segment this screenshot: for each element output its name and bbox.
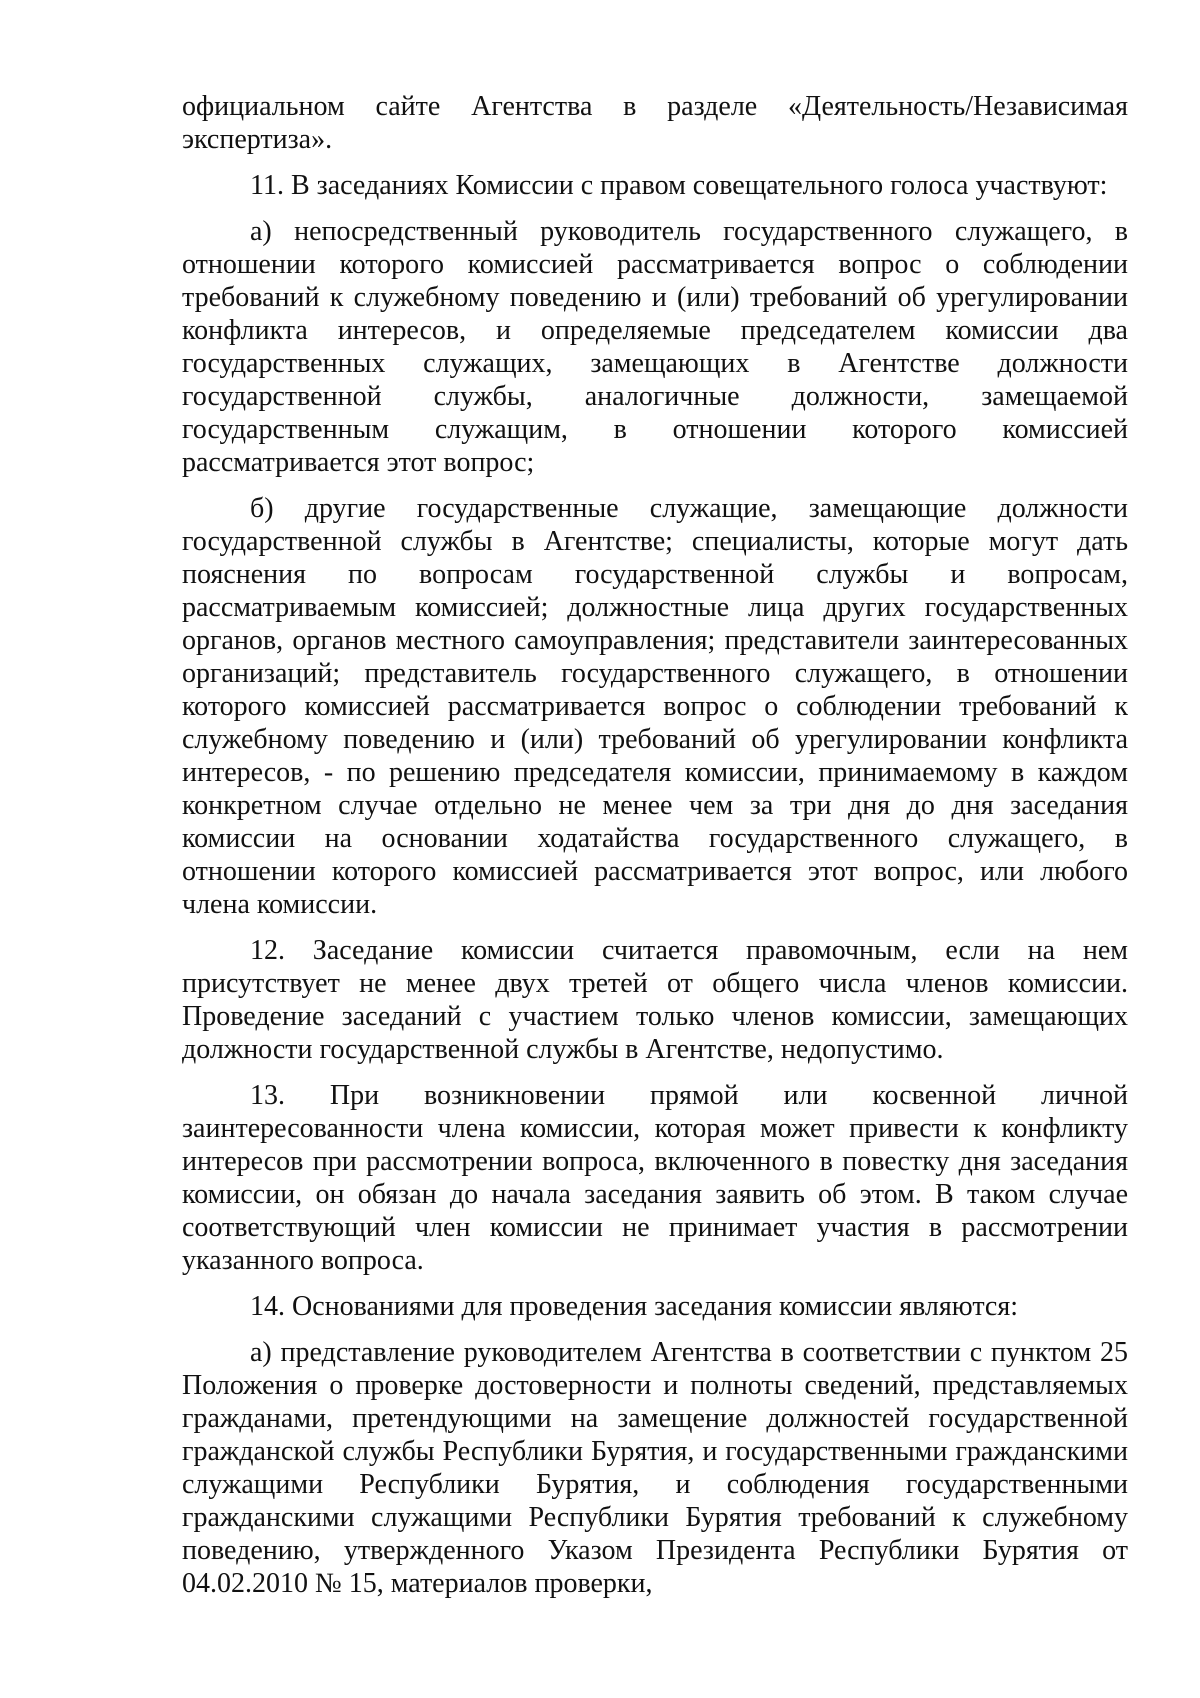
document-body bbox=[182, 90, 1128, 1613]
paragraph-continuation: официальном сайте Агентства в разделе «Деятельность/Независимая экспертиза». bbox=[182, 91, 1128, 155]
paragraph-item-11: 11. В заседаниях Комиссии с правом совещательного голоса участвуют: bbox=[250, 170, 1108, 201]
paragraph-item-14a: а) представление руководителем Агентства в соответствии с пунктом 25 Положения о проверке достоверности и полноты сведений, представляемых гражданами, претендующими на замещение должностей государственной гражданской службы Республики Бурятия, и государственными гражданскими служащими Республики Бурятия, и соблюдения государственными гражданскими служащими Республики Бурятия требований к служебному поведению, утвержденного Указом Президента Республики Бурятия от 04.02.2010 № 15, материалов проверки, bbox=[182, 1337, 1128, 1599]
paragraph-item-11b: б) другие государственные служащие, замещающие должности государственной службы в Агентстве; специалисты, которые могут дать пояснения по вопросам государственной службы и вопросам, рассматриваемым комиссией; должностные лица других государственных органов, органов местного самоуправления; представители заинтересованных организаций; представитель государственного служащего, в отношении которого комиссией рассматривается вопрос о соблюдении требований к служебному поведению и (или) требований об урегулировании конфликта интересов, - по решению председателя комиссии, принимаемому в каждом конкретном случае отдельно не менее чем за три дня до дня заседания комиссии на основании ходатайства государственного служащего, в отношении которого комиссией рассматривается этот вопрос, или любого члена комиссии. bbox=[182, 493, 1128, 920]
paragraph-item-11a: а) непосредственный руководитель государственного служащего, в отношении которого комиссией рассматривается вопрос о соблюдении требований к служебному поведению и (или) требований об урегулировании конфликта интересов, и определяемые председателем комиссии два государственных служащих, замещающих в Агентстве должности государственной службы, аналогичные должности, замещаемой государственным служащим, в отношении которого комиссией рассматривается этот вопрос; bbox=[182, 216, 1128, 478]
paragraph-item-14: 14. Основаниями для проведения заседания комиссии являются: bbox=[250, 1291, 1018, 1322]
paragraph-item-13: 13. При возникновении прямой или косвенной личной заинтересованности члена комиссии, которая может привести к конфликту интересов при рассмотрении вопроса, включенного в повестку дня заседания комиссии, он обязан до начала заседания заявить об этом. В таком случае соответствующий член комиссии не принимает участия в рассмотрении указанного вопроса. bbox=[182, 1080, 1128, 1276]
paragraph-item-12: 12. Заседание комиссии считается правомочным, если на нем присутствует не менее двух третей от общего числа членов комиссии. Проведение заседаний с участием только членов комиссии, замещающих должности государственной службы в Агентстве, недопустимо. bbox=[182, 935, 1128, 1065]
